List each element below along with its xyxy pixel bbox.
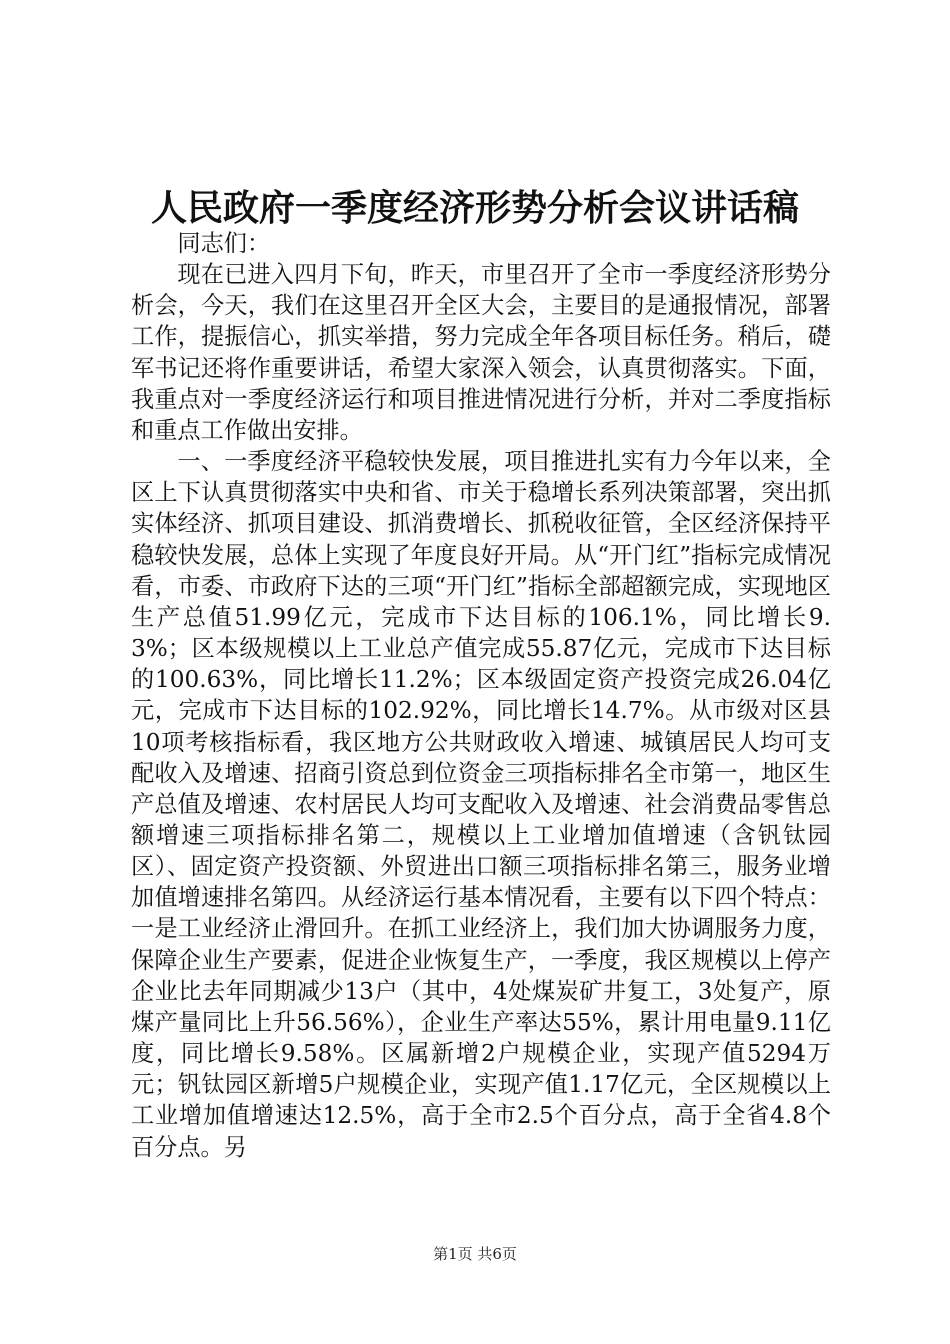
paragraph-2: 一、一季度经济平稳较快发展，项目推进扎实有力今年以来，全区上下认真贯彻落实中央和省、市关于稳增长系列决策部署，突出抓实体经济、抓项目建设、抓消费增长、抓税收征管，全区经济保持平稳较快发展，总体上实现了年度良好开局。从“开门红”指标完成情况看，市委、市政府下达的三项“开门红”指标全部超额完成，实现地区生产总值51.99亿元，完成市下达目标的106.1%，同比增长9.3%；区本级规模以上工业总产值完成55.87亿元，完成市下达目标的100.63%，同比增长11.2%；区本级固定资产投资完成26.04亿元，完成市下达目标的102.92%，同比增长14.7%。从市级对区县10项考核指标看，我区地方公共财政收入增速、城镇居民人均可支配收入及增速、招商引资总到位资金三项指标排名全市第一，地区生产总值及增速、农村居民人均可支配收入及增速、社会消费品零售总额增速三项指标排名第二，规模以上工业增加值增速（含钒钛园区）、固定资产投资额、外贸进出口额三项指标排名第三，服务业增加值增速排名第四。从经济运行基本情况看，主要有以下四个特点：一是工业经济止滑回升。在抓工业经济上，我们加大协调服务力度，保障企业生产要素，促进企业恢复生产，一季度，我区规模以上停产企业比去年同期减少13户（其中，4处煤炭矿井复工，3处复产，原煤产量同比上升56.56%），企业生产率达55%，累计用电量9.11亿度，同比增长9.58%。区属新增2户规模企业，实现产值5294万元；钒钛园区新增5户规模企业，实现产值1.17亿元，全区规模以上工业增加值增速达12.5%，高于全市2.5个百分点，高于全省4.8个百分点。另 bbox=[131, 448, 831, 1161]
document-body bbox=[131, 228, 831, 1163]
salutation: 同志们： bbox=[177, 230, 271, 257]
document-title: 人民政府一季度经济形势分析会议讲话稿 bbox=[150, 187, 799, 229]
paragraph-1: 现在已进入四月下旬，昨天，市里召开了全市一季度经济形势分析会，今天，我们在这里召开全区大会，主要目的是通报情况，部署工作，提振信心，抓实举措，努力完成全年各项目标任务。稍后，礎军书记还将作重要讲话，希望大家深入领会，认真贯彻落实。下面，我重点对一季度经济运行和项目推进情况进行分析，并对二季度指标和重点工作做出安排。 bbox=[131, 261, 831, 444]
page-footer: 第1页 共6页 bbox=[433, 1245, 517, 1263]
